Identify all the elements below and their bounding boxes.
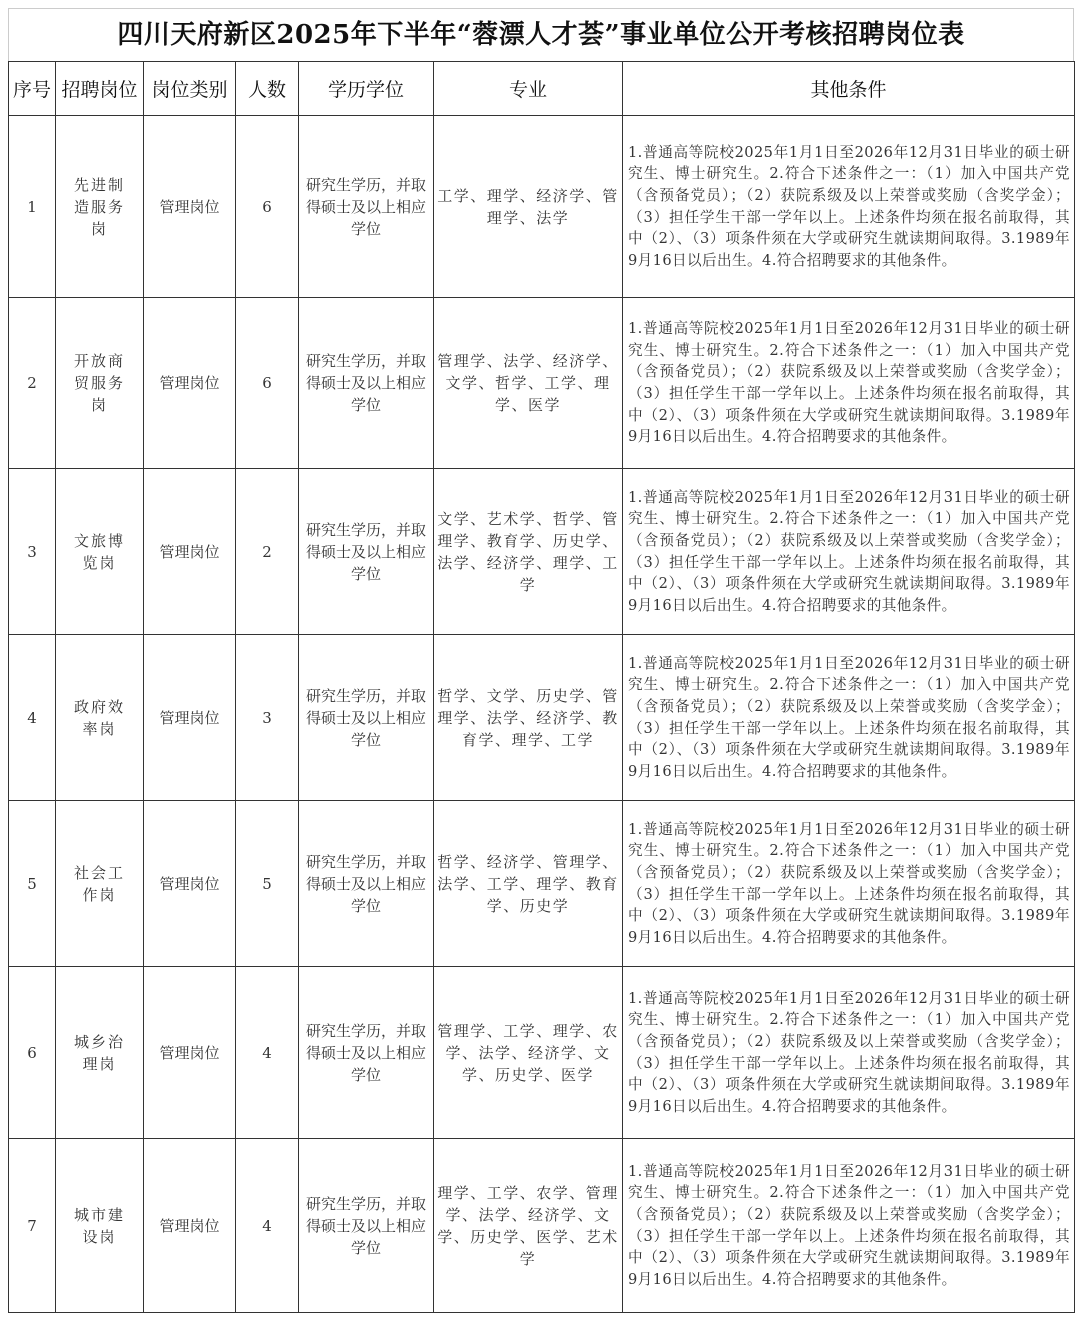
education-requirement: 研究生学历，并取得硕士及以上相应学位 (299, 801, 434, 967)
position-name: 文旅博览岗 (56, 469, 144, 635)
headcount: 4 (236, 967, 299, 1139)
other-conditions: 1.普通高等院校2025年1月1日至2026年12月31日毕业的硕士研究生、博士研究生。2.符合下述条件之一：（1）加入中国共产党（含预备党员）；（2）获院系级及以上荣誉或奖励（含奖学金）；（3）担任学生干部一学年以上。上述条件均须在报名前取得，其中（2）、（3）项条件须在大学或研究生就读期间取得。3.1989年9月16日以后出生。4.符合招聘要求的其他条件。 (623, 967, 1075, 1139)
header-majors: 专业 (434, 62, 623, 116)
other-conditions: 1.普通高等院校2025年1月1日至2026年12月31日毕业的硕士研究生、博士研究生。2.符合下述条件之一：（1）加入中国共产党（含预备党员）；（2）获院系级及以上荣誉或奖励（含奖学金）；（3）担任学生干部一学年以上。上述条件均须在报名前取得，其中（2）、（3）项条件须在大学或研究生就读期间取得。3.1989年9月16日以后出生。4.符合招聘要求的其他条件。 (623, 116, 1075, 298)
education-requirement: 研究生学历，并取得硕士及以上相应学位 (299, 298, 434, 469)
education-requirement: 研究生学历，并取得硕士及以上相应学位 (299, 635, 434, 801)
majors: 文学、艺术学、哲学、管理学、教育学、历史学、法学、经济学、理学、工学 (434, 469, 623, 635)
position-category: 管理岗位 (144, 298, 236, 469)
headcount: 3 (236, 635, 299, 801)
headcount: 6 (236, 298, 299, 469)
majors: 哲学、文学、历史学、管理学、法学、经济学、教育学、理学、工学 (434, 635, 623, 801)
row-number: 7 (9, 1139, 56, 1313)
headcount: 5 (236, 801, 299, 967)
position-category: 管理岗位 (144, 469, 236, 635)
table-row (9, 469, 1075, 635)
header-number: 序号 (9, 62, 56, 116)
table-row (9, 298, 1075, 469)
majors: 理学、工学、农学、管理学、法学、经济学、文学、历史学、医学、艺术学 (434, 1139, 623, 1313)
position-name: 开放商贸服务岗 (56, 298, 144, 469)
position-category: 管理岗位 (144, 1139, 236, 1313)
position-category: 管理岗位 (144, 116, 236, 298)
header-position: 招聘岗位 (56, 62, 144, 116)
header-education: 学历学位 (299, 62, 434, 116)
table-header-row (9, 62, 1075, 116)
document-title: 四川天府新区2025年下半年“蓉漂人才荟”事业单位公开考核招聘岗位表 (8, 8, 1074, 61)
table-row (9, 967, 1075, 1139)
position-name: 城市建设岗 (56, 1139, 144, 1313)
position-name: 城乡治理岗 (56, 967, 144, 1139)
majors: 工学、理学、经济学、管理学、法学 (434, 116, 623, 298)
headcount: 4 (236, 1139, 299, 1313)
row-number: 4 (9, 635, 56, 801)
position-name: 先进制造服务岗 (56, 116, 144, 298)
headcount: 2 (236, 469, 299, 635)
row-number: 6 (9, 967, 56, 1139)
header-category: 岗位类别 (144, 62, 236, 116)
education-requirement: 研究生学历，并取得硕士及以上相应学位 (299, 469, 434, 635)
header-count: 人数 (236, 62, 299, 116)
education-requirement: 研究生学历，并取得硕士及以上相应学位 (299, 116, 434, 298)
positions-table (8, 61, 1075, 1313)
row-number: 2 (9, 298, 56, 469)
table-row (9, 1139, 1075, 1313)
other-conditions: 1.普通高等院校2025年1月1日至2026年12月31日毕业的硕士研究生、博士研究生。2.符合下述条件之一：（1）加入中国共产党（含预备党员）；（2）获院系级及以上荣誉或奖励（含奖学金）；（3）担任学生干部一学年以上。上述条件均须在报名前取得，其中（2）、（3）项条件须在大学或研究生就读期间取得。3.1989年9月16日以后出生。4.符合招聘要求的其他条件。 (623, 635, 1075, 801)
other-conditions: 1.普通高等院校2025年1月1日至2026年12月31日毕业的硕士研究生、博士研究生。2.符合下述条件之一：（1）加入中国共产党（含预备党员）；（2）获院系级及以上荣誉或奖励（含奖学金）；（3）担任学生干部一学年以上。上述条件均须在报名前取得，其中（2）、（3）项条件须在大学或研究生就读期间取得。3.1989年9月16日以后出生。4.符合招聘要求的其他条件。 (623, 1139, 1075, 1313)
position-category: 管理岗位 (144, 635, 236, 801)
row-number: 1 (9, 116, 56, 298)
position-category: 管理岗位 (144, 967, 236, 1139)
table-row (9, 635, 1075, 801)
education-requirement: 研究生学历，并取得硕士及以上相应学位 (299, 967, 434, 1139)
position-category: 管理岗位 (144, 801, 236, 967)
other-conditions: 1.普通高等院校2025年1月1日至2026年12月31日毕业的硕士研究生、博士研究生。2.符合下述条件之一：（1）加入中国共产党（含预备党员）；（2）获院系级及以上荣誉或奖励（含奖学金）；（3）担任学生干部一学年以上。上述条件均须在报名前取得，其中（2）、（3）项条件须在大学或研究生就读期间取得。3.1989年9月16日以后出生。4.符合招聘要求的其他条件。 (623, 469, 1075, 635)
header-conditions: 其他条件 (623, 62, 1075, 116)
majors: 管理学、工学、理学、农学、法学、经济学、文学、历史学、医学 (434, 967, 623, 1139)
position-name: 社会工作岗 (56, 801, 144, 967)
recruitment-document (8, 8, 1074, 1313)
majors: 哲学、经济学、管理学、法学、工学、理学、教育学、历史学 (434, 801, 623, 967)
other-conditions: 1.普通高等院校2025年1月1日至2026年12月31日毕业的硕士研究生、博士研究生。2.符合下述条件之一：（1）加入中国共产党（含预备党员）；（2）获院系级及以上荣誉或奖励（含奖学金）；（3）担任学生干部一学年以上。上述条件均须在报名前取得，其中（2）、（3）项条件须在大学或研究生就读期间取得。3.1989年9月16日以后出生。4.符合招聘要求的其他条件。 (623, 801, 1075, 967)
row-number: 5 (9, 801, 56, 967)
row-number: 3 (9, 469, 56, 635)
majors: 管理学、法学、经济学、文学、哲学、工学、理学、医学 (434, 298, 623, 469)
table-row (9, 116, 1075, 298)
headcount: 6 (236, 116, 299, 298)
other-conditions: 1.普通高等院校2025年1月1日至2026年12月31日毕业的硕士研究生、博士研究生。2.符合下述条件之一：（1）加入中国共产党（含预备党员）；（2）获院系级及以上荣誉或奖励（含奖学金）；（3）担任学生干部一学年以上。上述条件均须在报名前取得，其中（2）、（3）项条件须在大学或研究生就读期间取得。3.1989年9月16日以后出生。4.符合招聘要求的其他条件。 (623, 298, 1075, 469)
table-row (9, 801, 1075, 967)
position-name: 政府效率岗 (56, 635, 144, 801)
education-requirement: 研究生学历，并取得硕士及以上相应学位 (299, 1139, 434, 1313)
